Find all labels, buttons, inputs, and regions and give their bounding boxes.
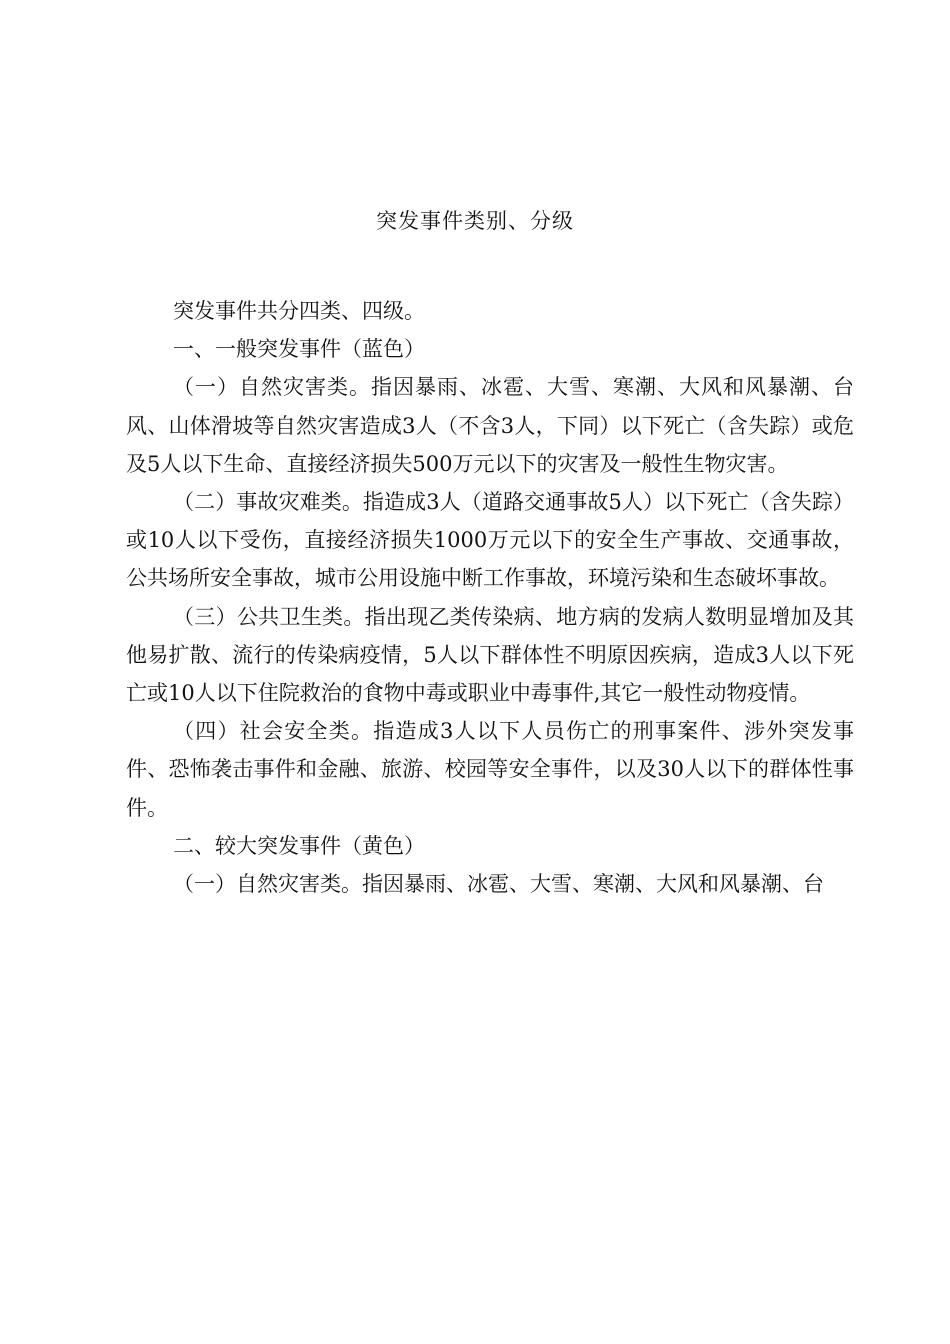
- paragraph-natural-disaster-major: （一）自然灾害类。指因暴雨、冰雹、大雪、寒潮、大风和风暴潮、台: [173, 872, 824, 897]
- document-body: [126, 292, 854, 903]
- heading-major-incident: 二、较大突发事件（黄色）: [173, 833, 425, 858]
- paragraph-accident-disaster: （二）事故灾难类。指造成3人（道路交通事故5人）以下死亡（含失踪）或10人以下受伤，直接经济损失1000万元以下的安全生产事故、交通事故，公共场所安全事故，城市公用设施中断工作事故，环境污染和生态破坏事故。: [126, 490, 854, 591]
- paragraph-public-health: （三）公共卫生类。指出现乙类传染病、地方病的发病人数明显增加及其他易扩散、流行的传染病疫情，5人以下群体性不明原因疾病，造成3人以下死亡或10人以下住院救治的食物中毒或职业中毒事件,其它一般性动物疫情。: [126, 604, 854, 706]
- document-title: 突发事件类别、分级: [376, 209, 574, 233]
- paragraph-summary: 突发事件共分四类、四级。: [173, 299, 425, 323]
- paragraph-social-security: （四）社会安全类。指造成3人以下人员伤亡的刑事案件、涉外突发事件、恐怖袭击事件和金融、旅游、校园等安全事件，以及30人以下的群体性事件。: [126, 719, 854, 820]
- paragraph-natural-disaster: （一）自然灾害类。指因暴雨、冰雹、大雪、寒潮、大风和风暴潮、台风、山体滑坡等自然灾害造成3人（不含3人，下同）以下死亡（含失踪）或危及5人以下生命、直接经济损失500万元以下的灾害及一般性生物灾害。: [126, 375, 854, 476]
- heading-general-incident: 一、一般突发事件（蓝色）: [173, 337, 425, 362]
